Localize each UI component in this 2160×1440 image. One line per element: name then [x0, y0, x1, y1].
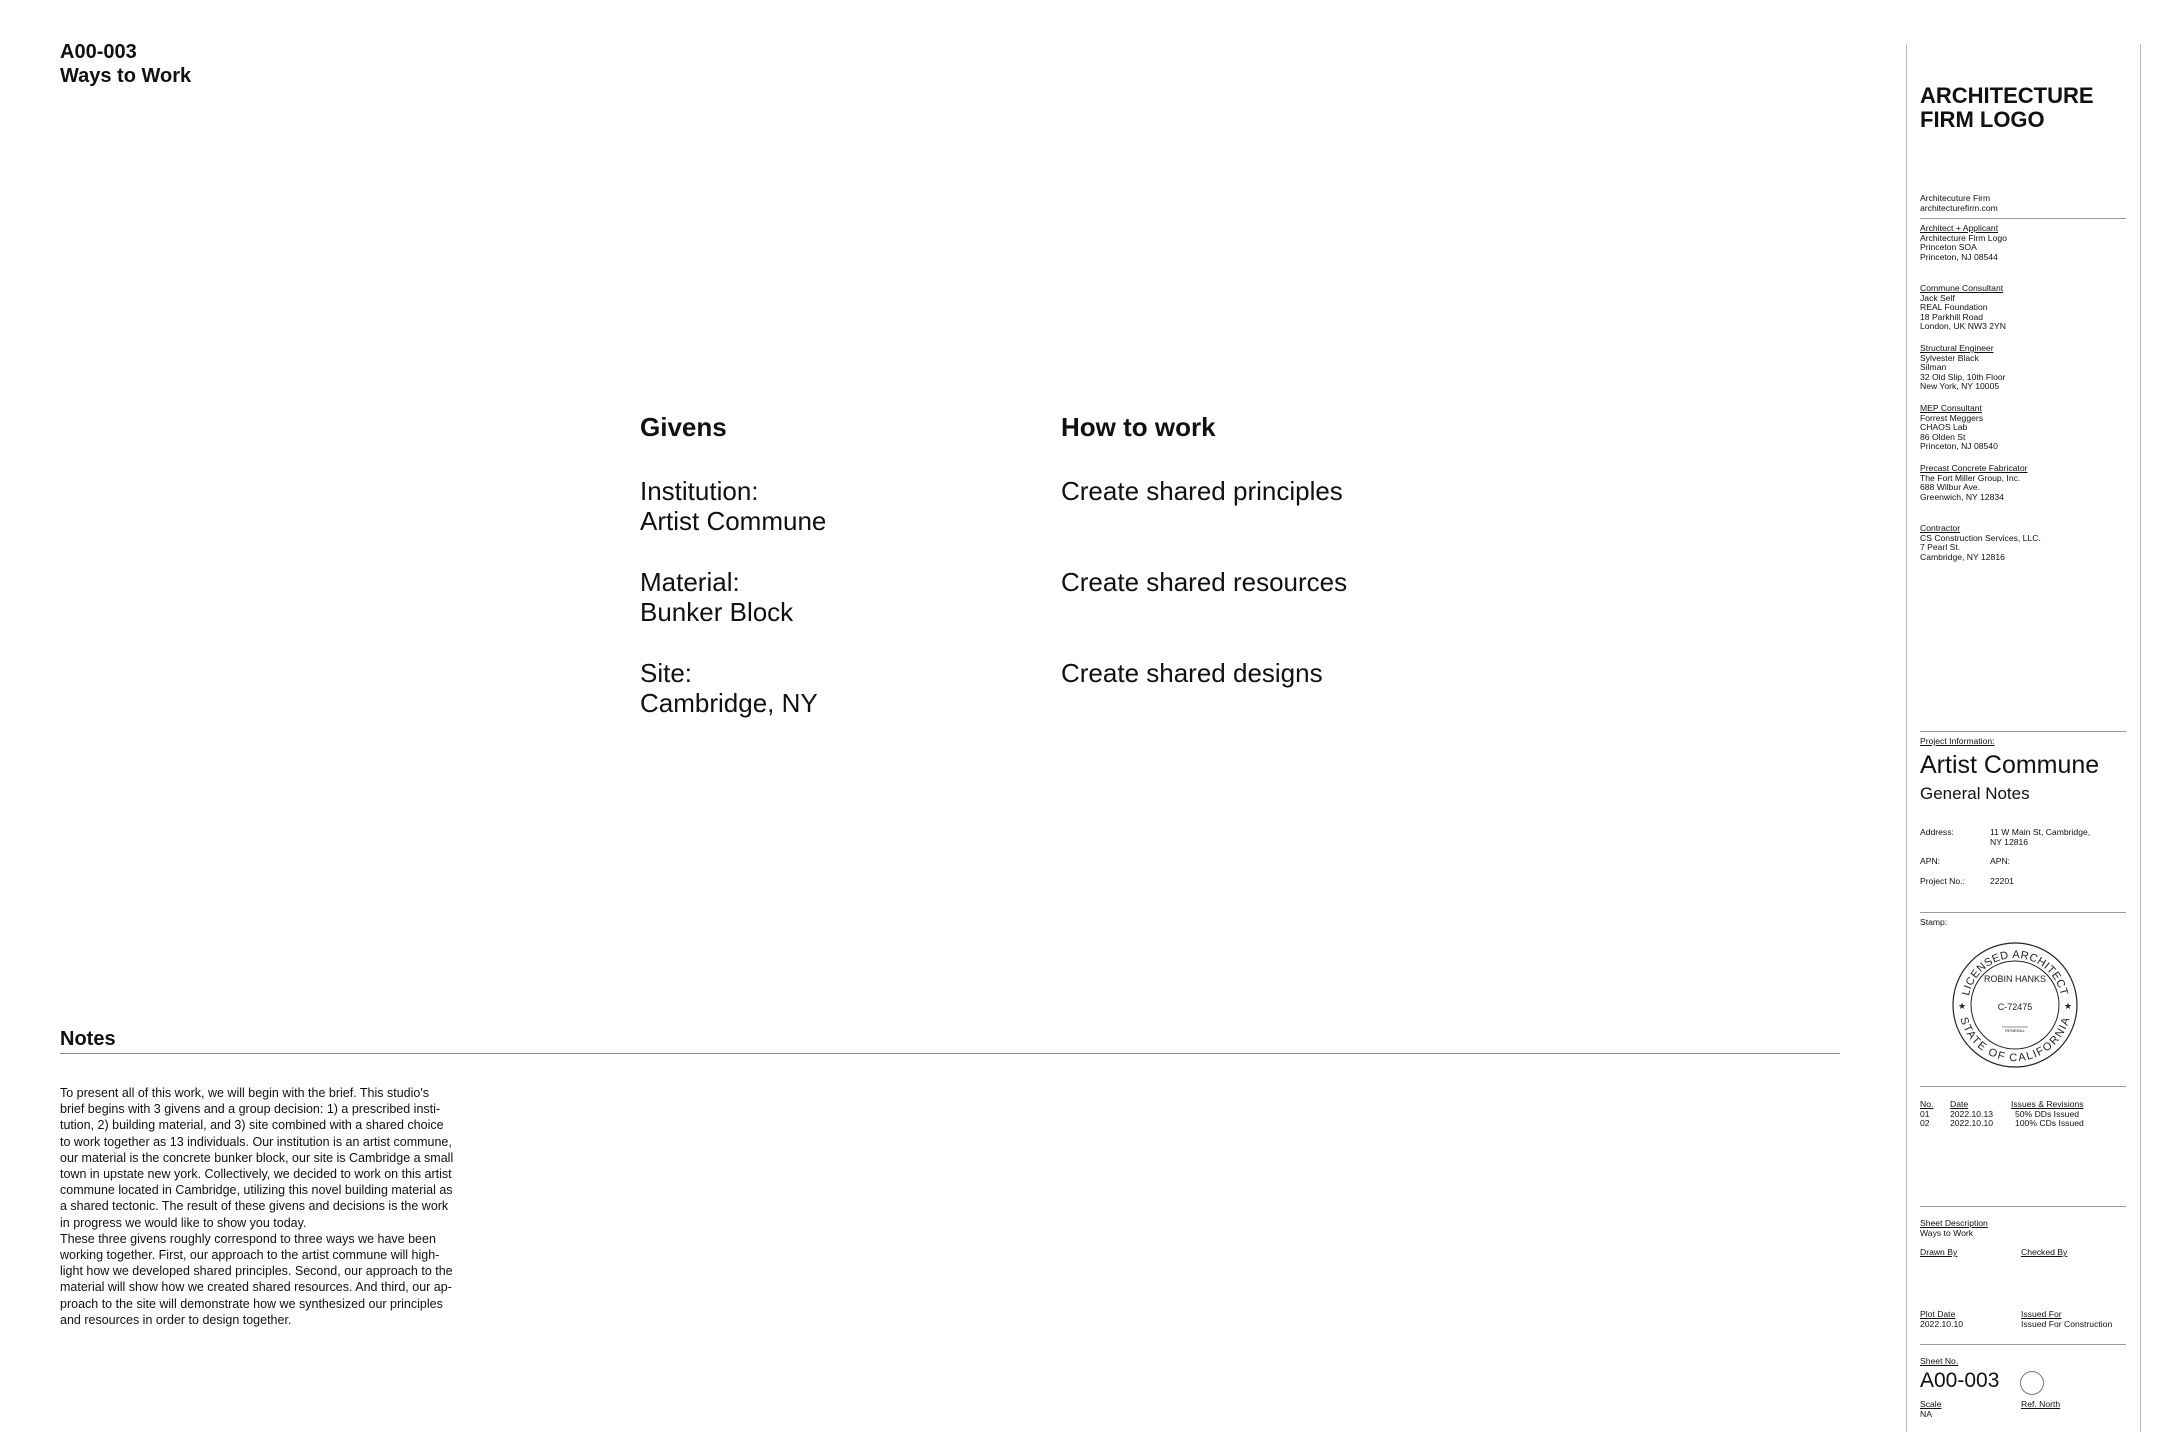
stamp-label: Stamp:: [1920, 917, 1948, 927]
plot-date-label: Plot Date: [1920, 1309, 1956, 1319]
contact-precast-fabricator: [1920, 464, 2027, 502]
issued-for-value: Issued For Construction: [2021, 1318, 2113, 1329]
given-label: Material:: [640, 567, 740, 597]
how-to-work-item: Create shared designs: [1061, 658, 1323, 688]
contact-commune-consultant: [1920, 284, 2006, 332]
project-no-label: Project No.:: [1920, 875, 1965, 886]
how-to-work-item: Create shared principles: [1061, 476, 1343, 506]
title-block-divider: [1920, 1344, 2126, 1345]
sheet-number: A00-003: [60, 41, 137, 63]
contact-role: Contractor: [1920, 523, 1961, 533]
stamp-bottom-arc: STATE OF CALIFORNIA: [1957, 1015, 2073, 1065]
firm-logo-line: FIRM LOGO: [1920, 107, 2045, 132]
project-info-label: Project Information:: [1920, 736, 1995, 746]
notes-line: To present all of this work, we will begin with the brief. This studio's: [60, 1086, 429, 1100]
sheet-description-label: Sheet Description: [1920, 1218, 1988, 1228]
notes-line: brief begins with 3 givens and a group decision: 1) a prescribed insti-: [60, 1102, 441, 1117]
sheet-no-label: Sheet No.: [1920, 1356, 1959, 1366]
plot-date-value: 2022.10.10: [1920, 1318, 1964, 1329]
sheet-description-value: Ways to Work: [1920, 1227, 1974, 1238]
notes-line: tution, 2) building material, and 3) site combined with a shared choice: [60, 1118, 444, 1133]
address-value: [1990, 828, 2100, 847]
stamp-top-arc: LICENSED ARCHITECT: [1960, 948, 2070, 997]
contact-line: Forrest Meggers: [1920, 412, 1984, 423]
notes-line: commune located in Cambridge, utilizing this novel building material as: [60, 1183, 453, 1198]
apn-row: [1920, 857, 2100, 867]
contact-mep-consultant: [1920, 404, 1998, 452]
stamp-star-icon: ★: [1958, 1001, 1967, 1011]
firm-info: [1920, 194, 1998, 213]
title-block-border-left: [1906, 44, 1907, 1432]
project-no-value: 22201: [1990, 875, 2014, 886]
architect-stamp: [1950, 940, 2080, 1070]
scale-label: Scale: [1920, 1399, 1942, 1409]
contact-line: REAL Foundation: [1920, 302, 1988, 313]
firm-logo: [1920, 84, 2130, 132]
revision-no: 01: [1920, 1108, 1930, 1119]
notes-heading: Notes: [60, 1028, 116, 1050]
stamp-renewal: RENEWAL: [2005, 1028, 2025, 1033]
contact-line: Greenwich, NY 12834: [1920, 491, 2004, 502]
stamp-license: C-72475: [1997, 1002, 2033, 1012]
how-to-work-heading: How to work: [1061, 412, 1216, 442]
given-label: Site:: [640, 658, 693, 688]
notes-line: working together. First, our approach to the artist commune will high-: [60, 1248, 440, 1263]
contact-role: Architect + Applicant: [1920, 223, 1999, 233]
notes-line: These three givens roughly correspond to three ways we have been: [60, 1231, 436, 1246]
notes-line: light how we developed shared principles. Second, our approach to the: [60, 1264, 453, 1279]
contact-line: Sylvester Black: [1920, 352, 1979, 363]
notes-line: material will show how we created shared resources. And third, our ap-: [60, 1280, 452, 1295]
contact-role: Precast Concrete Fabricator: [1920, 463, 2028, 473]
revision-issue: 100% CDs Issued: [2015, 1118, 2084, 1129]
contact-line: 32 Old Slip, 10th Floor: [1920, 371, 2006, 382]
contact-role: Commune Consultant: [1920, 283, 2004, 293]
revision-no: 02: [1920, 1118, 1930, 1129]
contact-line: Princeton, NJ 08540: [1920, 441, 1998, 452]
how-to-work-item: Create shared resources: [1061, 567, 1348, 597]
revisions-header-date: Date: [1950, 1099, 1969, 1109]
title-block-divider: [1920, 731, 2126, 732]
given-label: Institution:: [640, 476, 759, 506]
revision-date: 2022.10.13: [1950, 1108, 1994, 1119]
title-block-divider: [1920, 1086, 2126, 1087]
address-label: Address:: [1920, 827, 1954, 837]
project-subtitle: General Notes: [1920, 784, 2030, 803]
scale-value: NA: [1920, 1408, 1932, 1419]
notes-line: our material is the concrete bunker block, our site is Cambridge a small: [60, 1150, 454, 1165]
contact-line: 18 Parkhill Road: [1920, 311, 1984, 322]
stamp-star-icon: ★: [2064, 1001, 2073, 1011]
sheet-heading: [60, 40, 191, 88]
notes-line: to work together as 13 individuals. Our institution is an artist commune,: [60, 1134, 452, 1149]
given-value: Cambridge, NY: [640, 688, 818, 718]
issued-for-label: Issued For: [2021, 1309, 2062, 1319]
title-block-divider: [1920, 1206, 2126, 1207]
notes-line: town in upstate new york. Collectively, we decided to work on this artist: [60, 1167, 452, 1182]
contact-line: Princeton SOA: [1920, 242, 1977, 253]
firm-url: architecturefirm.com: [1920, 202, 1998, 213]
issued-for: [2021, 1310, 2112, 1329]
revisions-header-no: No.: [1920, 1099, 1934, 1109]
given-item-site: [640, 658, 818, 718]
contact-line: Jack Self: [1920, 292, 1955, 303]
contact-line: 7 Pearl St.: [1920, 542, 1961, 553]
scale: [1920, 1400, 1942, 1419]
contact-line: Silman: [1920, 362, 1947, 373]
sheet-description: [1920, 1219, 1988, 1238]
contact-line: New York, NY 10005: [1920, 381, 2000, 392]
contact-line: The Fort Miller Group, Inc.: [1920, 472, 2021, 483]
revisions-row: [1920, 1119, 2084, 1129]
notes-body: [60, 1085, 480, 1328]
contact-role: MEP Consultant: [1920, 403, 1982, 413]
address-line: NY 12816: [1990, 836, 2029, 847]
firm-name: Architecuture Firm: [1920, 193, 1991, 203]
title-block-divider: [1920, 218, 2126, 219]
contact-line: London, UK NW3 2YN: [1920, 321, 2006, 332]
contact-line: Architecture Firm Logo: [1920, 232, 2007, 243]
project-name: Artist Commune: [1920, 751, 2100, 779]
contact-line: 688 Wilbur Ave.: [1920, 482, 1981, 493]
project-details: [1920, 828, 2100, 886]
address-row: [1920, 828, 2100, 847]
contact-line: Cambridge, NY 12816: [1920, 551, 2005, 562]
givens-heading: Givens: [640, 412, 727, 442]
title-block-border-right: [2140, 44, 2141, 1432]
firm-logo-line: ARCHITECTURE: [1920, 83, 2094, 108]
north-arrow-icon: [2020, 1371, 2044, 1395]
notes-line: and resources in order to design together.: [60, 1312, 292, 1327]
contact-structural-engineer: [1920, 344, 2006, 392]
revisions-header-issues: Issues & Revisions: [2011, 1099, 2084, 1109]
contact-line: Princeton, NJ 08544: [1920, 251, 1998, 262]
stamp-name: ROBIN HANKS: [1983, 974, 2047, 984]
plot-date: [1920, 1310, 1963, 1329]
contact-line: 86 Olden St: [1920, 431, 1966, 442]
contact-role: Structural Engineer: [1920, 343, 1994, 353]
apn-value: APN:: [1990, 856, 2011, 867]
notes-line: in progress we would like to show you today.: [60, 1215, 307, 1230]
contact-contractor: [1920, 524, 2041, 562]
notes-divider: [60, 1053, 1840, 1054]
given-item-institution: [640, 476, 826, 536]
sheet-title: Ways to Work: [60, 65, 192, 87]
revision-date: 2022.10.10: [1950, 1118, 1994, 1129]
given-item-material: [640, 567, 793, 627]
project-no-row: [1920, 877, 2100, 887]
notes-line: a shared tectonic. The result of these givens and decisions is the work: [60, 1199, 449, 1214]
revisions-table: [1920, 1100, 2084, 1129]
notes-line: proach to the site will demonstrate how we synthesized our principles: [60, 1296, 443, 1311]
title-block-divider: [1920, 912, 2126, 913]
address-line: 11 W Main St, Cambridge,: [1990, 827, 2091, 837]
contact-line: CHAOS Lab: [1920, 422, 1968, 433]
checked-by-label: Checked By: [2021, 1247, 2068, 1257]
given-value: Bunker Block: [640, 597, 794, 627]
given-value: Artist Commune: [640, 506, 827, 536]
apn-label: APN:: [1920, 856, 1941, 867]
contact-architect: [1920, 224, 2007, 262]
sheet-no-value: A00-003: [1920, 1369, 2000, 1392]
contact-line: CS Construction Services, LLC.: [1920, 532, 2041, 543]
revision-issue: 50% DDs Issued: [2015, 1108, 2080, 1119]
ref-north-label: Ref. North: [2021, 1399, 2061, 1409]
drawn-by-label: Drawn By: [1920, 1247, 1958, 1257]
